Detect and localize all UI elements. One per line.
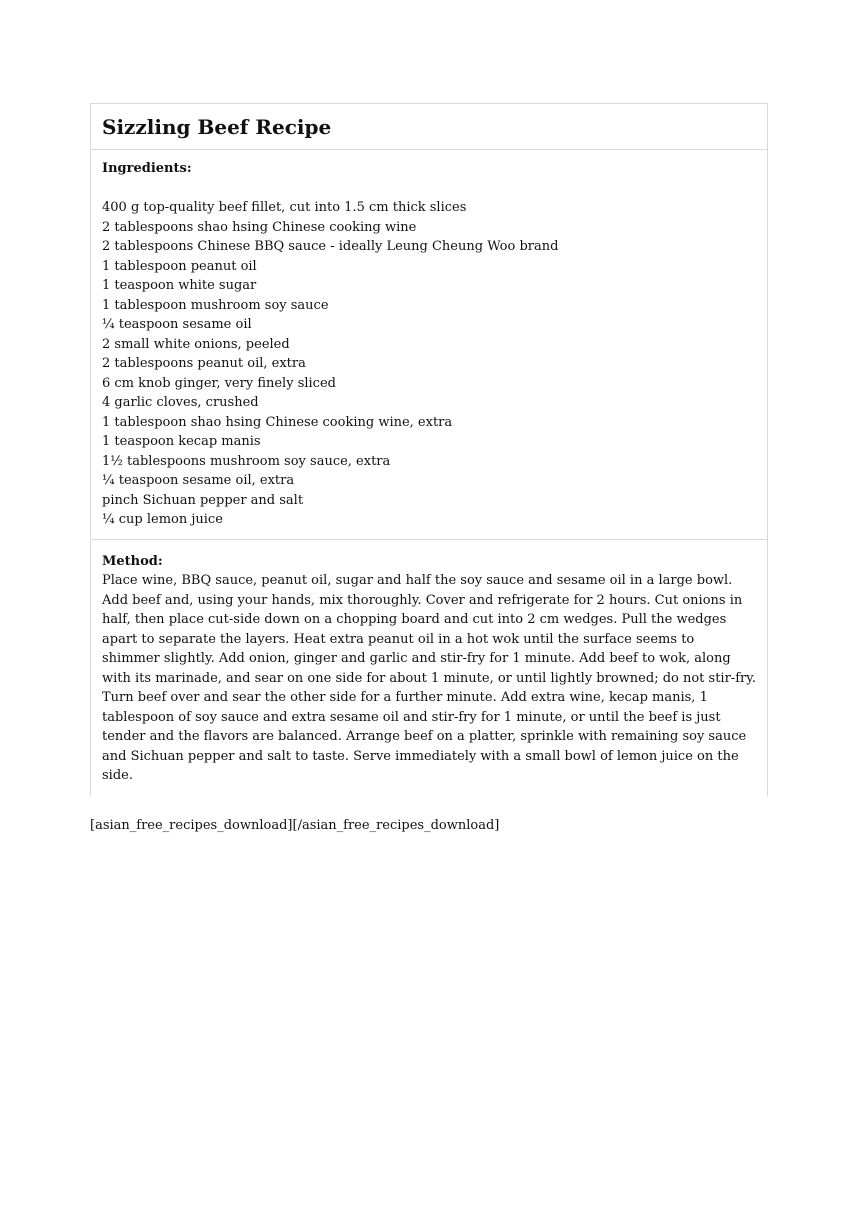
method-line: apart to separate the layers. Heat extra peanut oil in a hot wok until the surface seems to (102, 631, 695, 647)
ingredient-item: 1½ tablespoons mushroom soy sauce, extra (102, 453, 391, 469)
ingredient-item: 1 tablespoon peanut oil (102, 258, 257, 274)
ingredient-item: 1 tablespoon mushroom soy sauce (102, 297, 329, 313)
method-line: shimmer slightly. Add onion, ginger and garlic and stir-fry for 1 minute. Add beef to wok, along (102, 651, 731, 666)
ingredient-item: 2 small white onions, peeled (102, 336, 290, 352)
recipe-card (90, 103, 768, 796)
method-line: Turn beef over and sear the other side for a further minute. Add extra wine, kecap manis, 1 (102, 690, 708, 705)
recipe-header (91, 104, 767, 150)
method-line: half, then place cut-side down on a chopping board and cut into 2 cm wedges. Pull the wedges (102, 612, 727, 627)
recipe-title: Sizzling Beef Recipe (102, 115, 332, 139)
method-line: with its marinade, and sear on one side for about 1 minute, or until lightly browned; do not stir-fry. (102, 670, 756, 686)
download-shortcode-text: [asian_free_recipes_download][/asian_free_recipes_download] (90, 818, 500, 833)
ingredient-item: 2 tablespoons Chinese BBQ sauce - ideally Leung Cheung Woo brand (102, 239, 559, 254)
method-heading: Method: (102, 553, 163, 569)
ingredient-item: 1 tablespoon shao hsing Chinese cooking wine, extra (102, 414, 453, 430)
ingredient-item: pinch Sichuan pepper and salt (102, 492, 304, 508)
ingredient-item: ¼ cup lemon juice (102, 512, 223, 527)
ingredient-item: 6 cm knob ginger, very finely sliced (102, 375, 336, 391)
ingredient-item: 1 teaspoon white sugar (102, 278, 257, 293)
ingredients-heading: Ingredients: (102, 161, 192, 176)
method-line: and Sichuan pepper and salt to taste. Serve immediately with a small bowl of lemon juice on the (102, 748, 739, 764)
method-line: tender and the flavors are balanced. Arrange beef on a platter, sprinkle with remaining soy sauce (102, 729, 747, 744)
ingredient-item: ¼ teaspoon sesame oil (102, 317, 252, 332)
ingredient-item: 1 teaspoon kecap manis (102, 434, 261, 449)
ingredient-item: 400 g top-quality beef fillet, cut into 1.5 cm thick slices (102, 200, 467, 215)
ingredient-list (102, 198, 756, 530)
ingredients-section (91, 150, 767, 540)
method-line: side. (102, 768, 133, 783)
ingredient-item: 2 tablespoons peanut oil, extra (102, 356, 306, 371)
method-line: Add beef and, using your hands, mix thoroughly. Cover and refrigerate for 2 hours. Cut onions in (102, 592, 743, 608)
method-line: Place wine, BBQ sauce, peanut oil, sugar and half the soy sauce and sesame oil in a large bowl. (102, 573, 733, 588)
method-section (91, 540, 767, 796)
ingredient-item: 2 tablespoons shao hsing Chinese cooking wine (102, 219, 417, 235)
ingredient-item: 4 garlic cloves, crushed (102, 395, 259, 410)
ingredient-item: ¼ teaspoon sesame oil, extra (102, 473, 295, 488)
method-line: tablespoon of soy sauce and extra sesame oil and stir-fry for 1 minute, or until the beef is just (102, 709, 721, 725)
method-text (102, 571, 756, 786)
